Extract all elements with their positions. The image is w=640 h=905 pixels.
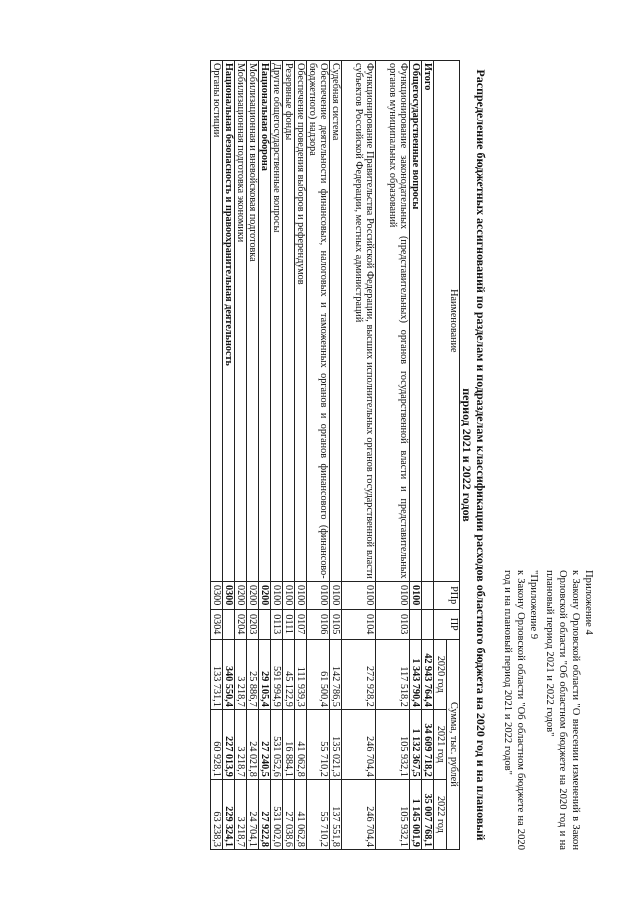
row-2021: 55 710,2 — [307, 709, 330, 779]
row-2021: 531 052,6 — [271, 709, 283, 779]
row-rz: 0100 — [376, 581, 410, 609]
row-2022: 55 710,2 — [307, 779, 330, 849]
row-rz: 0100 — [283, 581, 295, 609]
document-title: Распределение бюджетных ассигнований по разделам и подразделам классификации расходов областного бюджета на 2020 год и на плановый период 2021 и 2022 годов — [460, 69, 488, 841]
row-rz: 0200 — [259, 581, 271, 609]
table-row — [330, 61, 342, 850]
row-2020: 29 105,4 — [259, 639, 271, 709]
row-pr — [410, 609, 422, 639]
row-rz: 0100 — [342, 581, 376, 609]
header-sum: Сумма, тыс. рублей — [447, 639, 460, 849]
row-name: Мобилизационная и вневойсковая подготовка — [247, 61, 259, 582]
appendix-line: "Приложение 9 — [528, 570, 539, 640]
row-2020: 1 343 790,4 — [410, 639, 422, 709]
row-rz: 0300 — [211, 581, 223, 609]
row-pr: 0107 — [295, 609, 307, 639]
table-row — [211, 61, 223, 850]
row-pr: 0113 — [271, 609, 283, 639]
row-name: Итого — [422, 61, 434, 582]
row-rz: 0100 — [330, 581, 342, 609]
row-rz: 0100 — [271, 581, 283, 609]
row-name: Национальная безопасность и правоохранительная деятельность — [223, 61, 235, 582]
table-row — [223, 61, 235, 850]
row-pr — [259, 609, 271, 639]
table-row — [295, 61, 307, 850]
row-2020: 45 122,9 — [283, 639, 295, 709]
header-year-2022: 2022 год — [434, 779, 447, 849]
row-name: Органы юстиции — [211, 61, 223, 582]
row-2021: 27 240,5 — [259, 709, 271, 779]
row-rz: 0100 — [295, 581, 307, 609]
row-pr: 0304 — [211, 609, 223, 639]
row-rz: 0100 — [410, 581, 422, 609]
row-2021: 135 021,3 — [330, 709, 342, 779]
row-2022: 24 704,1 — [247, 779, 259, 849]
row-2021: 105 932,1 — [376, 709, 410, 779]
row-pr: 0106 — [307, 609, 330, 639]
table-row — [307, 61, 330, 850]
row-pr: 0111 — [283, 609, 295, 639]
row-2022: 105 932,1 — [376, 779, 410, 849]
row-name: Другие общегосударственные вопросы — [271, 61, 283, 582]
row-name: Функционирование Правительства Российской Федерации, высших исполнительных органов государственной власти субъектов Российской Федерации, местных администраций — [342, 61, 376, 582]
row-2021: 60 928,1 — [211, 709, 223, 779]
row-pr: 0203 — [247, 609, 259, 639]
row-pr — [422, 609, 434, 639]
row-pr — [223, 609, 235, 639]
row-pr: 0105 — [330, 609, 342, 639]
row-2020: 133 731,1 — [211, 639, 223, 709]
row-2021: 34 609 718,2 — [422, 709, 434, 779]
header-pr: ПР — [434, 609, 460, 639]
row-2022: 27 038,6 — [283, 779, 295, 849]
row-2022: 1 145 001,9 — [410, 779, 422, 849]
appendix-line: к Закону Орловской области "О внесении изменений в Закон Орловской области "Об областном бюджете на 2020 год и на плановый период 2021 и 2022 годов" — [544, 570, 581, 850]
table-row — [247, 61, 259, 850]
table-row — [283, 61, 295, 850]
row-2022: 531 002,0 — [271, 779, 283, 849]
row-name: Обеспечение деятельности финансовых, налоговых и таможенных органов и органов финансового (финансово-бюджетного) надзора — [307, 61, 330, 582]
row-2020: 3 218,7 — [235, 639, 247, 709]
row-2021: 3 218,7 — [235, 709, 247, 779]
row-2021: 41 062,8 — [295, 709, 307, 779]
table-row — [422, 61, 434, 850]
table-row — [271, 61, 283, 850]
table-row — [376, 61, 410, 850]
row-2022: 137 551,8 — [330, 779, 342, 849]
row-2022: 3 218,7 — [235, 779, 247, 849]
row-2021: 16 884,1 — [283, 709, 295, 779]
table-row — [410, 61, 422, 850]
row-2022: 229 324,1 — [223, 779, 235, 849]
row-2020: 25 886,7 — [247, 639, 259, 709]
row-2020: 142 786,5 — [330, 639, 342, 709]
row-2022: 27 922,8 — [259, 779, 271, 849]
row-2021: 246 704,4 — [342, 709, 376, 779]
appendix-line: к Закону Орловской области "Об областном бюджете на 2020 год и на плановый период 2021 и 2022 годов" — [502, 570, 526, 850]
table-row — [342, 61, 376, 850]
row-2021: 24 021,8 — [247, 709, 259, 779]
table-row — [259, 61, 271, 850]
row-2020: 42 943 764,4 — [422, 639, 434, 709]
row-name: Обеспечение проведения выборов и референдумов — [295, 61, 307, 582]
appendix-note — [501, 570, 595, 850]
rotated-content — [40, 50, 600, 860]
table-row — [235, 61, 247, 850]
row-2020: 61 500,4 — [307, 639, 330, 709]
row-2021: 1 132 367,5 — [410, 709, 422, 779]
row-2022: 41 062,8 — [295, 779, 307, 849]
row-2020: 591 994,9 — [271, 639, 283, 709]
appendix-line: Приложение 4 — [583, 570, 594, 635]
header-year-2020: 2020 год — [434, 639, 447, 709]
header-rz: РПр — [434, 581, 460, 609]
row-name: Резервные фонды — [283, 61, 295, 582]
row-rz: 0300 — [223, 581, 235, 609]
header-name: Наименование — [434, 61, 460, 582]
row-rz: 0200 — [247, 581, 259, 609]
row-rz — [422, 581, 434, 609]
row-pr: 0104 — [342, 609, 376, 639]
row-pr: 0204 — [235, 609, 247, 639]
row-2020: 117 518,2 — [376, 639, 410, 709]
row-2020: 111 939,3 — [295, 639, 307, 709]
row-2020: 340 550,4 — [223, 639, 235, 709]
row-2022: 246 704,4 — [342, 779, 376, 849]
row-rz: 0100 — [307, 581, 330, 609]
row-name: Национальная оборона — [259, 61, 271, 582]
row-2022: 63 238,3 — [211, 779, 223, 849]
budget-table — [210, 60, 460, 850]
row-pr: 0103 — [376, 609, 410, 639]
row-name: Общегосударственные вопросы — [410, 61, 422, 582]
row-rz: 0200 — [235, 581, 247, 609]
row-name: Функционирование законодательных (представительных) органов государственной власти и представительных органов муниципальных образований — [376, 61, 410, 582]
row-name: Судебная система — [330, 61, 342, 582]
row-2021: 227 013,9 — [223, 709, 235, 779]
row-name: Мобилизационная подготовка экономики — [235, 61, 247, 582]
row-2022: 35 007 768,1 — [422, 779, 434, 849]
row-2020: 272 928,2 — [342, 639, 376, 709]
header-year-2021: 2021 год — [434, 709, 447, 779]
